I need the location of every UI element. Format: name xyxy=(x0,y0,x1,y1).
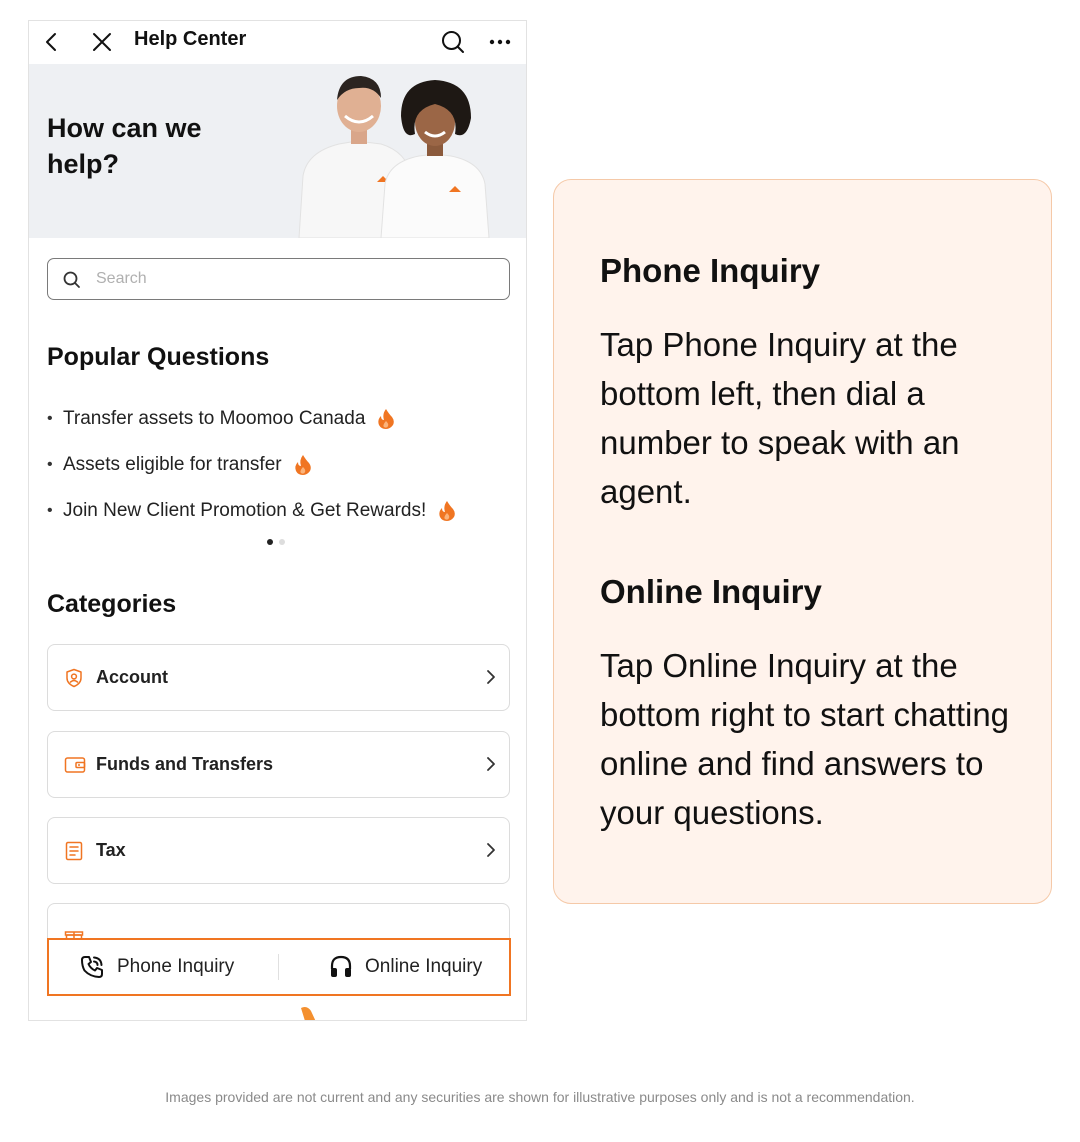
bullet: • xyxy=(47,410,53,427)
search-input[interactable] xyxy=(96,265,496,293)
category-label: Tax xyxy=(96,840,126,860)
popular-questions-title: Popular Questions xyxy=(47,343,270,371)
online-inquiry-description: Tap Online Inquiry at the bottom right to start chatting online and find answers to your questions. xyxy=(600,647,1010,831)
search-icon[interactable] xyxy=(438,27,468,57)
list-item[interactable] xyxy=(47,488,517,534)
popular-questions-list xyxy=(47,396,517,534)
chevron-right-icon xyxy=(485,841,497,859)
shield-user-icon xyxy=(64,668,84,688)
bullet: • xyxy=(47,456,53,473)
pager-dot-active[interactable] xyxy=(267,539,273,545)
hero-heading: How can we help? xyxy=(47,113,202,179)
more-icon[interactable] xyxy=(485,27,515,57)
headset-icon xyxy=(329,954,353,980)
phone-screen xyxy=(28,20,527,1021)
bottom-inquiry-bar xyxy=(47,938,511,996)
wallet-icon xyxy=(64,755,86,775)
divider xyxy=(278,954,279,980)
category-label: Funds and Transfers xyxy=(96,754,274,774)
list-item[interactable] xyxy=(47,396,517,442)
category-funds-and-transfers[interactable] xyxy=(47,731,510,798)
question-label: Assets eligible for transfer xyxy=(63,454,282,475)
disclaimer-text: Images provided are not current and any securities are shown for illustrative purposes only and is not a recommendation. xyxy=(165,1089,915,1105)
pointing-hand-icon xyxy=(291,1006,367,1021)
document-list-icon xyxy=(64,841,84,861)
category-tax[interactable] xyxy=(47,817,510,884)
phone-inquiry-description: Tap Phone Inquiry at the bottom left, then dial a number to speak with an agent. xyxy=(600,326,960,510)
info-card xyxy=(553,179,1052,904)
hero-banner xyxy=(29,64,526,238)
page-title: Help Center xyxy=(134,28,247,50)
fire-icon xyxy=(377,408,395,430)
phone-inquiry-button[interactable] xyxy=(79,940,234,994)
categories-title: Categories xyxy=(47,590,177,618)
search-field[interactable] xyxy=(47,258,510,300)
search-icon xyxy=(62,270,82,290)
category-account[interactable] xyxy=(47,644,510,711)
phone-inquiry-label: Phone Inquiry xyxy=(117,956,235,977)
close-icon[interactable] xyxy=(87,27,117,57)
category-label: Account xyxy=(96,667,168,687)
chevron-right-icon xyxy=(485,755,497,773)
back-icon[interactable] xyxy=(37,27,67,57)
top-bar xyxy=(29,21,526,65)
phone-inquiry-heading: Phone Inquiry xyxy=(600,252,821,289)
question-label: Join New Client Promotion & Get Rewards! xyxy=(63,500,427,521)
online-inquiry-heading: Online Inquiry xyxy=(600,573,822,610)
fire-icon xyxy=(294,454,312,476)
chevron-right-icon xyxy=(485,668,497,686)
phone-icon xyxy=(79,954,105,980)
fire-icon xyxy=(438,500,456,522)
carousel-pager xyxy=(267,539,285,545)
bullet: • xyxy=(47,502,53,519)
online-inquiry-button[interactable] xyxy=(329,940,482,994)
support-staff-image xyxy=(289,64,526,238)
online-inquiry-label: Online Inquiry xyxy=(365,956,483,977)
list-item[interactable] xyxy=(47,442,517,488)
pager-dot[interactable] xyxy=(279,539,285,545)
question-label: Transfer assets to Moomoo Canada xyxy=(63,408,366,429)
